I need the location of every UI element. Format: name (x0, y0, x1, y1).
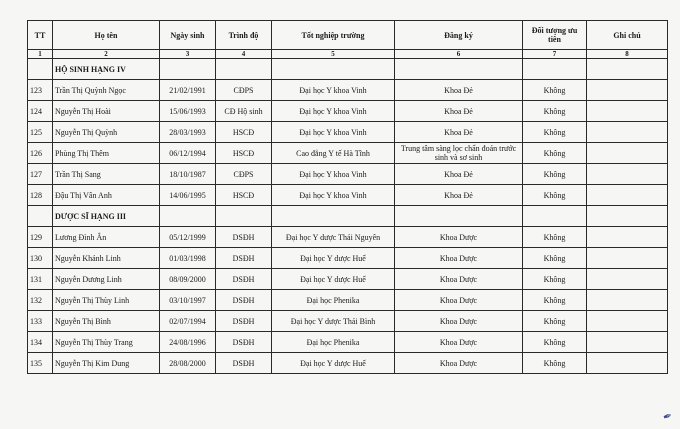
column-number: 2 (53, 50, 160, 59)
row-number: 133 (28, 311, 53, 332)
section-row (28, 59, 668, 80)
priority-cell: Không (523, 227, 587, 248)
dob-cell: 02/07/1994 (160, 311, 216, 332)
name-cell: Nguyễn Thị Bình (53, 311, 160, 332)
table-row (28, 101, 668, 122)
row-number: 135 (28, 353, 53, 374)
level-cell: DSĐH (216, 332, 272, 353)
name-cell: Nguyễn Thị Kim Dung (53, 353, 160, 374)
note-cell (587, 80, 668, 101)
register-cell: Khoa Đẻ (395, 80, 523, 101)
column-number: 8 (587, 50, 668, 59)
dob-cell: 01/03/1998 (160, 248, 216, 269)
table-row (28, 332, 668, 353)
register-cell: Khoa Dược (395, 248, 523, 269)
note-cell (587, 185, 668, 206)
row-number: 123 (28, 80, 53, 101)
priority-cell: Không (523, 80, 587, 101)
school-cell: Đại học Y khoa Vinh (272, 164, 395, 185)
level-cell: CĐ Hộ sinh (216, 101, 272, 122)
level-cell: DSĐH (216, 227, 272, 248)
row-number: 125 (28, 122, 53, 143)
note-cell (587, 101, 668, 122)
dob-cell: 28/08/2000 (160, 353, 216, 374)
section-title: DƯỢC SĨ HẠNG III (53, 206, 160, 227)
section-blank (587, 59, 668, 80)
school-cell: Đại học Y dược Huế (272, 269, 395, 290)
register-cell: Khoa Dược (395, 332, 523, 353)
row-number: 130 (28, 248, 53, 269)
school-cell: Đại học Phenika (272, 332, 395, 353)
table-row (28, 80, 668, 101)
section-blank (272, 59, 395, 80)
register-cell: Khoa Đẻ (395, 185, 523, 206)
note-cell (587, 353, 668, 374)
row-number: 126 (28, 143, 53, 164)
note-cell (587, 248, 668, 269)
priority-cell: Không (523, 143, 587, 164)
note-cell (587, 227, 668, 248)
header-cell: Ngày sinh (160, 21, 216, 50)
section-blank (523, 59, 587, 80)
school-cell: Đại học Y dược Huế (272, 248, 395, 269)
row-number: 124 (28, 101, 53, 122)
section-row (28, 206, 668, 227)
name-cell: Nguyễn Thị Quỳnh (53, 122, 160, 143)
dob-cell: 03/10/1997 (160, 290, 216, 311)
header-cell: TT (28, 21, 53, 50)
dob-cell: 18/10/1987 (160, 164, 216, 185)
section-blank (160, 59, 216, 80)
section-blank (28, 59, 53, 80)
row-number: 129 (28, 227, 53, 248)
row-number: 134 (28, 332, 53, 353)
note-cell (587, 143, 668, 164)
table-row (28, 311, 668, 332)
dob-cell: 15/06/1993 (160, 101, 216, 122)
school-cell: Cao đẳng Y tế Hà Tĩnh (272, 143, 395, 164)
column-number: 7 (523, 50, 587, 59)
column-number-row (28, 50, 668, 59)
name-cell: Nguyễn Khánh Linh (53, 248, 160, 269)
header-cell: Tốt nghiệp trường (272, 21, 395, 50)
dob-cell: 06/12/1994 (160, 143, 216, 164)
priority-cell: Không (523, 185, 587, 206)
header-row (28, 21, 668, 50)
priority-cell: Không (523, 290, 587, 311)
column-number: 1 (28, 50, 53, 59)
name-cell: Đậu Thị Vân Anh (53, 185, 160, 206)
name-cell: Nguyễn Dương Linh (53, 269, 160, 290)
priority-cell: Không (523, 353, 587, 374)
name-cell: Phùng Thị Thêm (53, 143, 160, 164)
note-cell (587, 269, 668, 290)
row-number: 127 (28, 164, 53, 185)
table-row (28, 122, 668, 143)
candidate-table (27, 20, 668, 374)
register-cell: Khoa Dược (395, 227, 523, 248)
register-cell: Khoa Dược (395, 269, 523, 290)
register-cell: Khoa Dược (395, 311, 523, 332)
register-cell: Khoa Dược (395, 353, 523, 374)
dob-cell: 08/09/2000 (160, 269, 216, 290)
level-cell: CĐPS (216, 80, 272, 101)
dob-cell: 24/08/1996 (160, 332, 216, 353)
priority-cell: Không (523, 101, 587, 122)
level-cell: HSCĐ (216, 122, 272, 143)
name-cell: Lương Đình Ân (53, 227, 160, 248)
header-cell: Ghi chú (587, 21, 668, 50)
priority-cell: Không (523, 122, 587, 143)
row-number: 132 (28, 290, 53, 311)
table-row (28, 164, 668, 185)
priority-cell: Không (523, 164, 587, 185)
school-cell: Đại học Y dược Huế (272, 353, 395, 374)
dob-cell: 28/03/1993 (160, 122, 216, 143)
column-number: 3 (160, 50, 216, 59)
note-cell (587, 290, 668, 311)
dob-cell: 14/06/1995 (160, 185, 216, 206)
section-title: HỘ SINH HẠNG IV (53, 59, 160, 80)
section-blank (523, 206, 587, 227)
register-cell: Trung tâm sàng lọc chẩn đoán trước sinh và sơ sinh (395, 143, 523, 164)
school-cell: Đại học Phenika (272, 290, 395, 311)
school-cell: Đại học Y khoa Vinh (272, 185, 395, 206)
note-cell (587, 164, 668, 185)
note-cell (587, 122, 668, 143)
section-blank (587, 206, 668, 227)
name-cell: Nguyễn Thị Hoài (53, 101, 160, 122)
level-cell: DSĐH (216, 269, 272, 290)
table-row (28, 248, 668, 269)
section-blank (216, 206, 272, 227)
section-blank (395, 59, 523, 80)
register-cell: Khoa Đẻ (395, 122, 523, 143)
table-row (28, 185, 668, 206)
column-number: 4 (216, 50, 272, 59)
table-row (28, 227, 668, 248)
header-cell: Đối tượng ưu tiên (523, 21, 587, 50)
section-blank (160, 206, 216, 227)
table-row (28, 353, 668, 374)
priority-cell: Không (523, 332, 587, 353)
register-cell: Khoa Đẻ (395, 101, 523, 122)
level-cell: DSĐH (216, 290, 272, 311)
level-cell: DSĐH (216, 248, 272, 269)
name-cell: Trần Thị Quỳnh Ngọc (53, 80, 160, 101)
handwritten-mark: ✒ (661, 409, 674, 425)
table-body (28, 59, 668, 374)
school-cell: Đại học Y khoa Vinh (272, 80, 395, 101)
priority-cell: Không (523, 248, 587, 269)
row-number: 131 (28, 269, 53, 290)
header-cell: Họ tên (53, 21, 160, 50)
school-cell: Đại học Y dược Thái Bình (272, 311, 395, 332)
school-cell: Đại học Y dược Thái Nguyên (272, 227, 395, 248)
row-number: 128 (28, 185, 53, 206)
level-cell: DSĐH (216, 353, 272, 374)
priority-cell: Không (523, 269, 587, 290)
header-cell: Trình độ (216, 21, 272, 50)
section-blank (395, 206, 523, 227)
register-cell: Khoa Đẻ (395, 164, 523, 185)
school-cell: Đại học Y khoa Vinh (272, 122, 395, 143)
table-row (28, 269, 668, 290)
name-cell: Trần Thị Sang (53, 164, 160, 185)
name-cell: Nguyễn Thị Thùy Linh (53, 290, 160, 311)
register-cell: Khoa Dược (395, 290, 523, 311)
dob-cell: 21/02/1991 (160, 80, 216, 101)
section-blank (272, 206, 395, 227)
note-cell (587, 332, 668, 353)
priority-cell: Không (523, 311, 587, 332)
level-cell: HSCĐ (216, 185, 272, 206)
header-cell: Đăng ký (395, 21, 523, 50)
table-row (28, 143, 668, 164)
school-cell: Đại học Y khoa Vinh (272, 101, 395, 122)
column-number: 5 (272, 50, 395, 59)
note-cell (587, 311, 668, 332)
table-row (28, 290, 668, 311)
name-cell: Nguyễn Thị Thùy Trang (53, 332, 160, 353)
column-number: 6 (395, 50, 523, 59)
level-cell: CĐPS (216, 164, 272, 185)
section-blank (216, 59, 272, 80)
level-cell: HSCĐ (216, 143, 272, 164)
section-blank (28, 206, 53, 227)
dob-cell: 05/12/1999 (160, 227, 216, 248)
level-cell: DSĐH (216, 311, 272, 332)
